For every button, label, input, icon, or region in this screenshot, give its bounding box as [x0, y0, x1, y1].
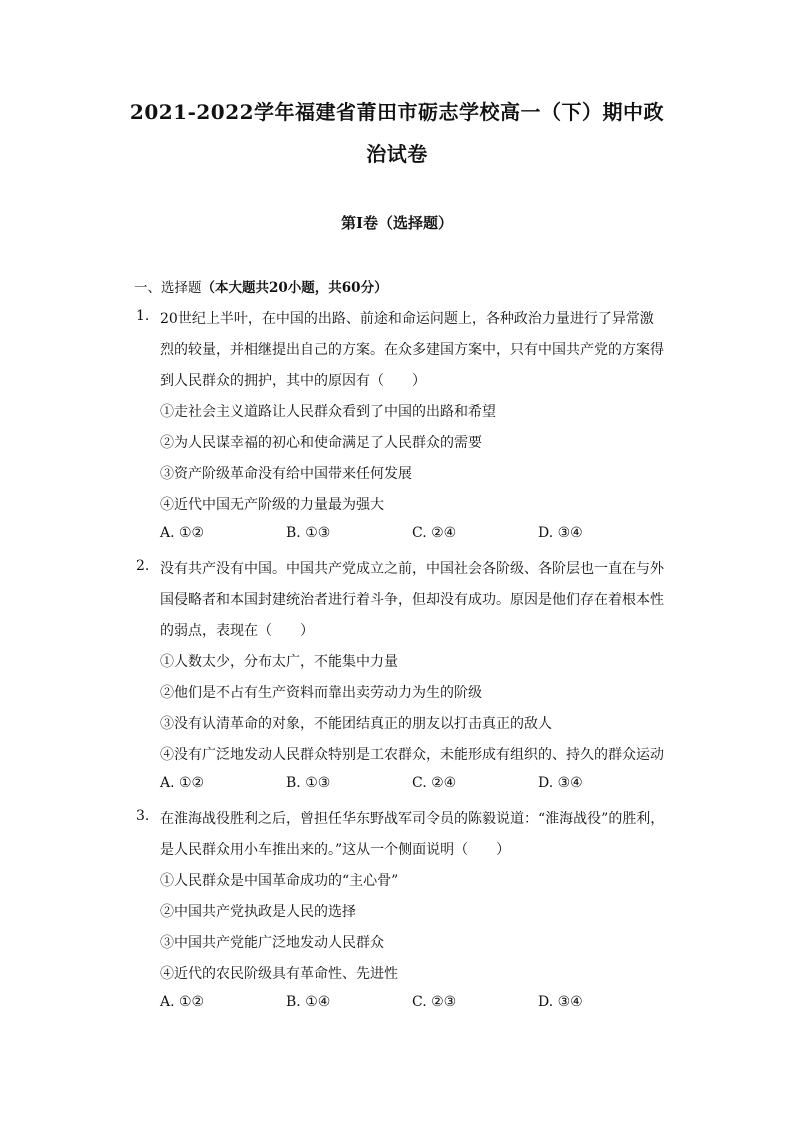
question-text-line: 烈的较量，并相继提出自己的方案。在众多建国方案中，只有中国共产党的方案得	[160, 342, 664, 358]
statement: ④近代中国无产阶级的力量最为强大	[160, 497, 384, 513]
option-c[interactable]: C. ②③	[412, 994, 457, 1010]
statement: ②他们是不占有生产资料而靠出卖劳动力为生的阶级	[160, 685, 482, 701]
option-a[interactable]: A. ①②	[160, 525, 205, 541]
statement: ①走社会主义道路让人民群众看到了中国的出路和希望	[160, 404, 496, 420]
section-prefix: 一、选择题	[134, 280, 202, 296]
statement: ②为人民谋幸福的初心和使命满足了人民群众的需要	[160, 435, 482, 451]
question-text-line: 没有共产没有中国。中国共产党成立之前，中国社会各阶级、各阶层也一直在与外	[160, 561, 664, 577]
question-text-line: 在淮海战役胜利之后，曾担任华东野战军司令员的陈毅说道：“淮海战役”的胜利，	[160, 811, 665, 827]
section-header	[134, 276, 388, 296]
statement: ④没有广泛地发动人民群众特别是工农群众，未能形成有组织的、持久的群众运动	[160, 747, 664, 763]
option-a[interactable]: A. ①②	[160, 775, 205, 791]
option-d[interactable]: D. ③④	[538, 525, 583, 541]
exam-title-line-2: 治试卷	[366, 142, 428, 166]
question-text-line: 20世纪上半叶，在中国的出路、前途和命运问题上，各种政治力量进行了异常激	[160, 311, 654, 327]
statement: ③中国共产党能广泛地发动人民群众	[160, 935, 384, 951]
section-description: （本大题共20小题，共60分）	[201, 280, 388, 296]
statement: ①人数太少，分布太广，不能集中力量	[160, 654, 398, 670]
statement: ④近代的农民阶级具有革命性、先进性	[160, 966, 398, 982]
statement: ①人民群众是中国革命成功的“主心骨”	[160, 873, 399, 889]
question-text-line: 到人民群众的拥护，其中的原因有（ ）	[160, 373, 426, 389]
option-c[interactable]: C. ②④	[412, 525, 457, 541]
volume-title: 第I卷（选择题）	[340, 214, 454, 232]
question-text-line: 的弱点，表现在（ ）	[160, 623, 314, 639]
option-b[interactable]: B. ①③	[286, 775, 331, 791]
question-number: 1.	[136, 308, 150, 324]
question-number: 2.	[136, 558, 150, 574]
option-d[interactable]: D. ③④	[538, 994, 583, 1010]
question-text-line: 国侵略者和本国封建统治者进行着斗争，但却没有成功。原因是他们存在着根本性	[160, 592, 664, 608]
statement: ③资产阶级革命没有给中国带来任何发展	[160, 466, 412, 482]
option-c[interactable]: C. ②④	[412, 775, 457, 791]
option-a[interactable]: A. ①②	[160, 994, 205, 1010]
option-b[interactable]: B. ①④	[286, 994, 331, 1010]
question-number: 3.	[136, 808, 150, 824]
statement: ②中国共产党执政是人民的选择	[160, 904, 356, 920]
option-b[interactable]: B. ①③	[286, 525, 331, 541]
exam-title-line-1: 2021-2022学年福建省莆田市砺志学校高一（下）期中政	[129, 100, 665, 124]
question-text-line: 是人民群众用小车推出来的。”这从一个侧面说明（ ）	[160, 842, 511, 858]
option-d[interactable]: D. ③④	[538, 775, 583, 791]
statement: ③没有认清革命的对象，不能团结真正的朋友以打击真正的敌人	[160, 716, 552, 732]
